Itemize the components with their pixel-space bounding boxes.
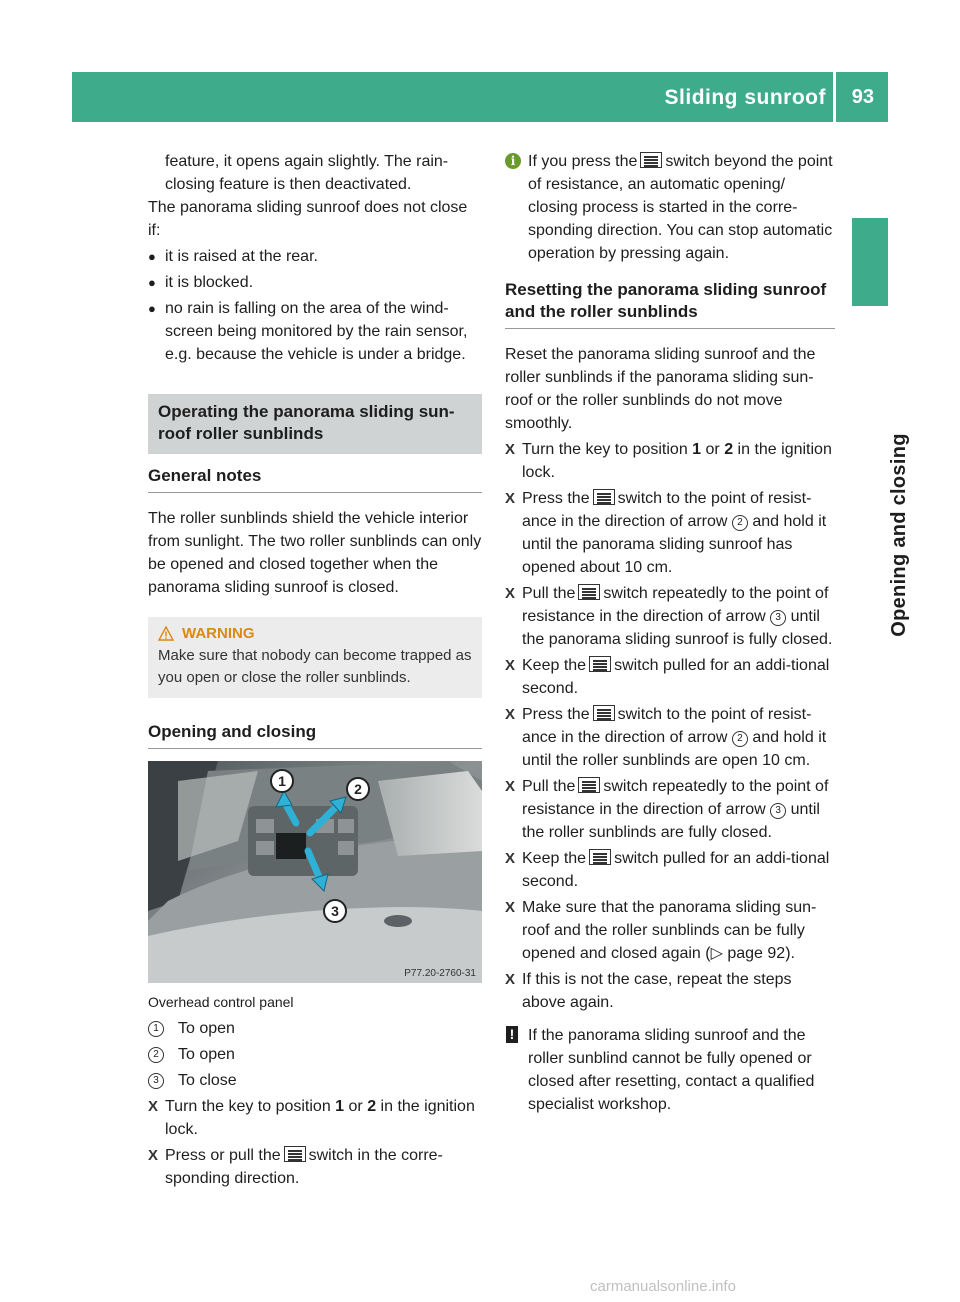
list-item-text: it is blocked. bbox=[165, 274, 254, 291]
instruction-step bbox=[148, 1144, 482, 1190]
list-item bbox=[148, 271, 482, 294]
switch-icon bbox=[578, 777, 600, 793]
callout-2 bbox=[347, 778, 369, 800]
switch-icon bbox=[593, 705, 615, 721]
reset-heading: Resetting the panorama sliding sunroof and the roller sunblinds bbox=[505, 279, 835, 329]
instruction-step bbox=[505, 775, 835, 844]
instruction-step bbox=[505, 847, 835, 893]
svg-text:1: 1 bbox=[278, 773, 286, 789]
bullet-icon: ● bbox=[148, 249, 156, 264]
not-close-text: The panorama sliding sunroof does not close if: bbox=[148, 199, 468, 239]
step-text: Pull the bbox=[522, 778, 576, 795]
warning-icon bbox=[158, 626, 174, 642]
step-text: Press the bbox=[522, 490, 590, 507]
image-code: P77.20-2760-31 bbox=[404, 968, 476, 979]
step-text: until the roller sunblinds are fully closed. bbox=[522, 801, 820, 841]
position-1: 1 bbox=[335, 1098, 345, 1115]
instruction-step bbox=[505, 968, 835, 1014]
step-text: Make sure that the panorama sliding sun-roof and the roller sunblinds can be fully opened and closed again ( bbox=[522, 899, 817, 962]
step-x-icon: X bbox=[505, 899, 516, 916]
switch-icon bbox=[640, 152, 662, 168]
info-text: switch beyond the point of resistance, an automatic opening/ closing process is started in the corre-sponding direction. You can stop automatic operation by pressing again. bbox=[528, 153, 833, 262]
step-text: until the panorama sliding sunroof is fully closed. bbox=[522, 608, 833, 648]
position-1: 1 bbox=[692, 441, 702, 458]
reset-text: Reset the panorama sliding sunroof and the roller sunblinds if the panorama sliding sun-roof or the roller sunblinds do not move smoothly. bbox=[505, 346, 816, 432]
step-x-icon: X bbox=[505, 490, 516, 507]
instruction-step bbox=[505, 654, 835, 700]
instruction-step bbox=[505, 438, 835, 484]
instruction-step bbox=[505, 582, 835, 651]
header-divider bbox=[833, 72, 836, 122]
overhead-control-panel-image bbox=[148, 761, 482, 983]
side-tab-text: Opening and closing bbox=[888, 433, 910, 637]
step-text: in the ignition lock. bbox=[522, 441, 832, 481]
legend-number-1: 1 bbox=[148, 1021, 164, 1037]
step-x-icon: X bbox=[148, 1147, 159, 1164]
step-x-icon: X bbox=[505, 971, 516, 988]
step-text: or bbox=[344, 1098, 368, 1115]
list-item-text: no rain is falling on the area of the wind-screen being monitored by the rain sensor, e.g. because the vehicle is under a bridge. bbox=[165, 300, 468, 363]
step-text: switch to the point of resist-ance in the direction of arrow bbox=[522, 706, 812, 746]
caution-note bbox=[505, 1024, 835, 1116]
opening-heading: Opening and closing bbox=[148, 720, 482, 749]
section-title: Operating the panorama sliding sun-roof roller sunblinds bbox=[148, 394, 482, 454]
list-item bbox=[148, 297, 482, 366]
warning-box bbox=[148, 617, 482, 698]
warning-text: Make sure that nobody can become trapped as you open or close the roller sunblinds. bbox=[158, 647, 472, 686]
general-notes-text: The roller sunblinds shield the vehicle interior from sunlight. The two roller sunblinds can only be opened and closed together when the panorama sliding sunroof is closed. bbox=[148, 510, 482, 596]
arrow-number-2: 2 bbox=[732, 731, 748, 747]
legend-text: To close bbox=[178, 1072, 237, 1089]
right-column bbox=[505, 150, 835, 1116]
legend-number-2: 2 bbox=[148, 1047, 164, 1063]
legend-text: To open bbox=[178, 1046, 235, 1063]
step-x-icon: X bbox=[505, 706, 516, 723]
callout-3 bbox=[324, 900, 346, 922]
legend-item bbox=[148, 1069, 482, 1092]
watermark: carmanualsonline.info bbox=[590, 1278, 736, 1295]
page-ref-arrow-icon: ▷ bbox=[710, 945, 723, 962]
intro-line-2: closing feature is then deactivated. bbox=[165, 176, 412, 193]
step-text: or bbox=[701, 441, 725, 458]
warning-title bbox=[158, 623, 472, 645]
step-x-icon: X bbox=[505, 441, 516, 458]
step-x-icon: X bbox=[505, 850, 516, 867]
arrow-number-3: 3 bbox=[770, 803, 786, 819]
step-text: Press or pull the bbox=[165, 1147, 281, 1164]
switch-icon bbox=[284, 1146, 306, 1162]
intro-line-1: feature, it opens again slightly. The rain- bbox=[165, 153, 449, 170]
page-title: Sliding sunroof bbox=[664, 86, 826, 109]
instruction-step bbox=[505, 487, 835, 579]
page-reference-link[interactable]: page 92). bbox=[722, 945, 795, 962]
arrow-number-2: 2 bbox=[732, 515, 748, 531]
switch-icon bbox=[589, 849, 611, 865]
switch-icon bbox=[589, 656, 611, 672]
instruction-step bbox=[505, 703, 835, 772]
step-x-icon: X bbox=[505, 585, 516, 602]
page-number: 93 bbox=[851, 86, 874, 108]
caution-text: If the panorama sliding sunroof and the roller sunblind cannot be fully opened or closed after resetting, contact a qualified specialist workshop. bbox=[528, 1027, 815, 1113]
image-caption: Overhead control panel bbox=[148, 994, 294, 1010]
info-icon: i bbox=[505, 153, 521, 169]
step-text: Turn the key to position bbox=[522, 441, 693, 458]
warning-title-text: WARNING bbox=[182, 625, 255, 642]
step-text: Pull the bbox=[522, 585, 576, 602]
bullet-icon: ● bbox=[148, 301, 156, 316]
list-item-text: it is raised at the rear. bbox=[165, 248, 318, 265]
step-text: switch pulled for an addi-tional second. bbox=[522, 657, 830, 697]
arrow-number-3: 3 bbox=[770, 610, 786, 626]
general-notes-heading: General notes bbox=[148, 464, 482, 493]
bullet-icon: ● bbox=[148, 275, 156, 290]
switch-icon bbox=[593, 489, 615, 505]
info-note bbox=[505, 150, 835, 265]
legend-item bbox=[148, 1043, 482, 1066]
side-tab-block bbox=[852, 218, 888, 306]
step-text: in the ignition lock. bbox=[165, 1098, 475, 1138]
step-text: Press the bbox=[522, 706, 590, 723]
left-column bbox=[148, 150, 482, 1190]
step-x-icon: X bbox=[505, 657, 516, 674]
step-text: switch repeatedly to the point of resistance in the direction of arrow bbox=[522, 778, 829, 818]
step-text: switch in the corre-sponding direction. bbox=[165, 1147, 443, 1187]
step-text: and hold it until the roller sunblinds are open 10 cm. bbox=[522, 729, 827, 769]
info-text: If you press the bbox=[528, 153, 638, 170]
step-text: and hold it until the panorama sliding sunroof has opened about 10 cm. bbox=[522, 513, 827, 576]
step-text: If this is not the case, repeat the steps above again. bbox=[522, 971, 792, 1011]
instruction-step bbox=[505, 896, 835, 965]
switch-icon bbox=[578, 584, 600, 600]
step-text: switch repeatedly to the point of resistance in the direction of arrow bbox=[522, 585, 829, 625]
step-x-icon: X bbox=[148, 1098, 159, 1115]
step-text: Turn the key to position bbox=[165, 1098, 336, 1115]
step-text: switch pulled for an addi-tional second. bbox=[522, 850, 830, 890]
position-2: 2 bbox=[724, 441, 734, 458]
legend-text: To open bbox=[178, 1020, 235, 1037]
step-text: Keep the bbox=[522, 850, 587, 867]
list-item bbox=[148, 245, 482, 268]
instruction-step bbox=[148, 1095, 482, 1141]
position-2: 2 bbox=[367, 1098, 377, 1115]
step-x-icon: X bbox=[505, 778, 516, 795]
legend-item bbox=[148, 1017, 482, 1040]
step-text: switch to the point of resist-ance in the direction of arrow bbox=[522, 490, 812, 530]
svg-text:2: 2 bbox=[354, 781, 362, 797]
svg-text:3: 3 bbox=[331, 903, 339, 919]
step-text: Keep the bbox=[522, 657, 587, 674]
callout-1 bbox=[271, 770, 293, 792]
header-bar bbox=[72, 72, 888, 122]
exclamation-icon: ! bbox=[506, 1026, 518, 1043]
legend-number-3: 3 bbox=[148, 1073, 164, 1089]
